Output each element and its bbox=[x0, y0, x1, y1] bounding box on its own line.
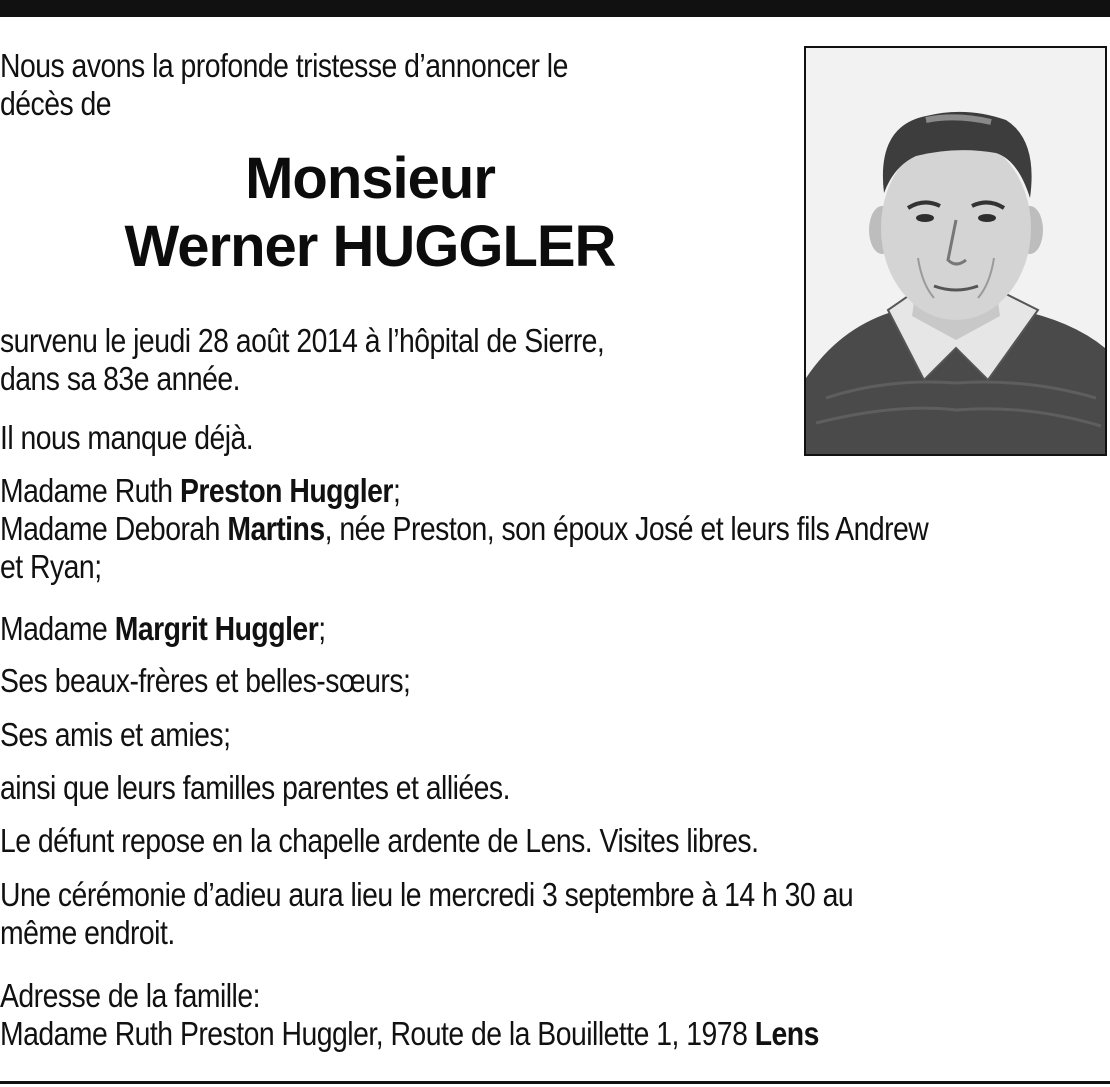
margrit-name: Margrit Huggler bbox=[114, 610, 319, 647]
address-line bbox=[0, 1015, 819, 1053]
family-ruth-pre: Madame Ruth bbox=[0, 472, 180, 509]
families-line: ainsi que leurs familles parentes et alliées. bbox=[0, 769, 510, 806]
death-details bbox=[0, 322, 604, 398]
portrait-photo bbox=[804, 46, 1107, 456]
family-ruth-post: ; bbox=[392, 472, 401, 509]
death-details-line-1: survenu le jeudi 28 août 2014 à l’hôpital de Sierre, bbox=[0, 322, 605, 359]
family-deborah-post: , née Preston, son époux José et leurs fils Andrew bbox=[324, 510, 929, 547]
address-town: Lens bbox=[754, 1015, 819, 1052]
margrit-pre: Madame bbox=[0, 610, 115, 647]
family-member-margrit bbox=[0, 610, 326, 648]
deceased-name-heading bbox=[0, 145, 740, 281]
family-list bbox=[0, 472, 928, 586]
bottom-rule bbox=[0, 1081, 1110, 1084]
ceremony-line-1: Une cérémonie d’adieu aura lieu le mercredi 3 septembre à 14 h 30 au bbox=[0, 876, 854, 913]
address-label: Adresse de la famille: bbox=[0, 977, 260, 1014]
ceremony-line-2: même endroit. bbox=[0, 914, 175, 951]
ceremony-info bbox=[0, 876, 853, 952]
death-details-line-2: dans sa 83e année. bbox=[0, 360, 241, 397]
family-deborah-name: Martins bbox=[227, 510, 325, 547]
miss-line: Il nous manque déjà. bbox=[0, 419, 254, 456]
family-member-deborah bbox=[0, 510, 928, 548]
in-laws-line: Ses beaux-frères et belles-sœurs; bbox=[0, 662, 411, 699]
family-member-deborah-cont bbox=[0, 548, 928, 586]
intro-line-2: décès de bbox=[0, 85, 112, 122]
repose-line: Le défunt repose en la chapelle ardente de Lens. Visites libres. bbox=[0, 822, 759, 859]
honorific: Monsieur bbox=[245, 146, 495, 211]
deceased-name: Werner HUGGLER bbox=[124, 214, 616, 279]
friends-line: Ses amis et amies; bbox=[0, 716, 231, 753]
family-address bbox=[0, 977, 819, 1053]
family-ruth-name: Preston Huggler bbox=[179, 472, 393, 509]
intro-text bbox=[0, 47, 568, 123]
family-deborah-cont-text: et Ryan; bbox=[0, 548, 102, 585]
family-member-ruth bbox=[0, 472, 928, 510]
portrait-image bbox=[806, 48, 1105, 454]
top-rule bbox=[0, 0, 1110, 17]
intro-line-1: Nous avons la profonde tristesse d’annoncer le bbox=[0, 47, 568, 84]
family-deborah-pre: Madame Deborah bbox=[0, 510, 228, 547]
address-text: Madame Ruth Preston Huggler, Route de la Bouillette 1, 1978 bbox=[0, 1015, 755, 1052]
margrit-post: ; bbox=[318, 610, 326, 647]
